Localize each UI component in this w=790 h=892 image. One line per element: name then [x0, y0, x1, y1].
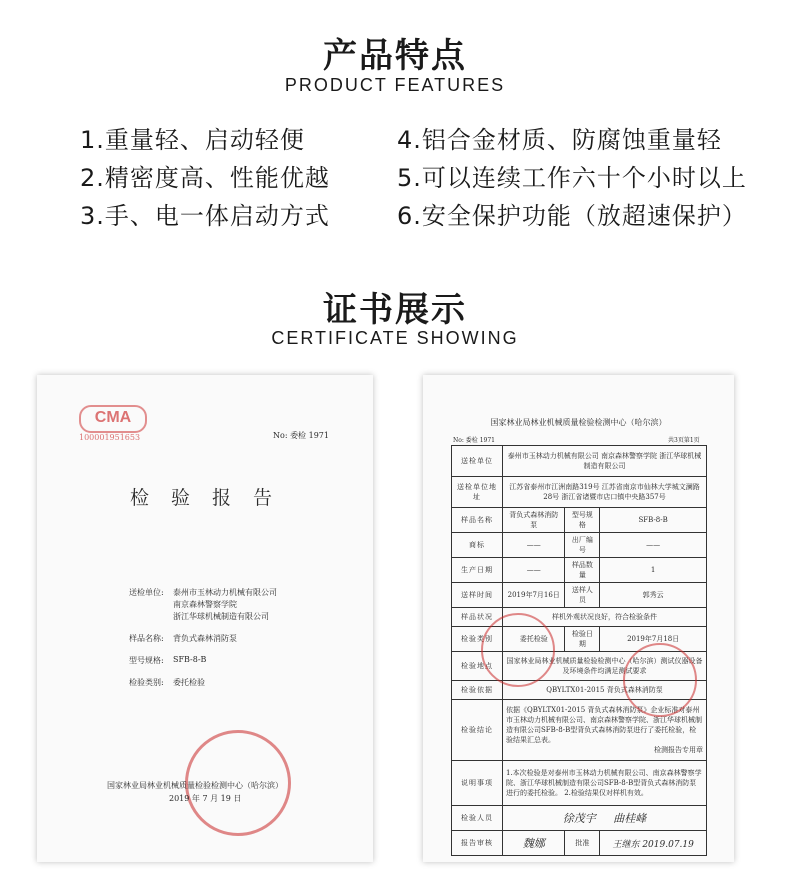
report-title: 检 验 报 告	[129, 487, 281, 509]
cma-code: 100001951653	[79, 433, 141, 442]
type-value: 委托检验	[173, 678, 205, 687]
table-row: 检验结论 依据《QBYLTX01-2015 背负式森林消防泵》企业标准对泰州市玉林动力机械有限公司、南京森林警察学院、浙江华球机械制造有限公司SFB-8-B型背负式森林消防泵进行了委托检验，检验结果汇总表。 检测报告专用章	[452, 700, 707, 761]
table-row: 送样时间 2019年7月16日 送样人员 郭秀云	[452, 583, 707, 608]
table-row: 检验类别 委托检验 检验日期 2019年7月18日	[452, 627, 707, 652]
issuing-org: 国家林业局林业机械质量检验检测中心（哈尔滨）	[107, 781, 283, 790]
feature-3: 3.手、电一体启动方式	[80, 202, 330, 230]
client-label: 送检单位:	[129, 588, 164, 597]
report-cover	[37, 375, 373, 862]
issue-date: 2019 年 7 月 19 日	[169, 794, 242, 803]
sample-value: 背负式森林消防泵	[173, 634, 237, 643]
feature-2: 2.精密度高、性能优越	[80, 164, 330, 192]
feature-5: 5.可以连续工作六十个小时以上	[397, 164, 747, 192]
sheet-page: 共3页第1页	[668, 437, 700, 444]
certificates-subtitle: CERTIFICATE SHOWING	[271, 328, 519, 348]
feature-6: 6.安全保护功能（放超速保护）	[397, 202, 747, 230]
table-row: 检验地点 国家林业局林业机械质量检验检测中心（哈尔滨）测试仪器设备及环境条件均满足测试要求	[452, 652, 707, 681]
sample-label: 样品名称:	[129, 634, 164, 643]
certificates-title: 证书展示	[323, 290, 467, 330]
table-row: 商标 —— 出厂编号 ——	[452, 533, 707, 558]
report-number: No: 委检 1971	[273, 431, 329, 440]
table-row: 生产日期 —— 样品数量 1	[452, 558, 707, 583]
client-2: 南京森林警察学院	[173, 600, 237, 609]
sheet-number: No: 委检 1971	[453, 437, 495, 444]
type-label: 检验类别:	[129, 678, 164, 687]
features-subtitle: PRODUCT FEATURES	[284, 75, 506, 95]
inspection-sheet	[423, 375, 734, 862]
feature-4: 4.铝合金材质、防腐蚀重量轻	[397, 126, 722, 154]
table-row: 样品名称 背负式森林消防泵 型号规格 SFB-8-B	[452, 508, 707, 533]
client-1: 泰州市玉林动力机械有限公司	[173, 588, 277, 597]
seal-conclusion	[623, 643, 697, 717]
features-title: 产品特点	[323, 36, 467, 76]
table-row: 送检单位 泰州市玉林动力机械有限公司 南京森林警察学院 浙江华球机械制造有限公司	[452, 446, 707, 477]
table-row: 报告审核 魏娜 批准 王继东 2019.07.19	[452, 831, 707, 856]
cma-logo: CMA	[79, 405, 147, 433]
table-row: 说明事项 1.本次检验是对泰州市玉林动力机械有限公司、南京森林警察学院、浙江华球机械制造有限公司SFB-8-B型背负式森林消防泵进行的委托检验。 2.检验结果仅对样机有效。	[452, 761, 707, 806]
table-row: 送检单位地址 江苏省泰州市江洲南路319号 江苏省南京市仙林大学城文澜路28号 浙江省诸暨市店口镇中央路357号	[452, 477, 707, 508]
model-label: 型号规格:	[129, 656, 164, 665]
feature-1: 1.重量轻、启动轻便	[80, 126, 305, 154]
model-value: SFB-8-B	[173, 655, 207, 664]
table-row: 样品状况 样机外观状况良好，符合检验条件	[452, 608, 707, 627]
sheet-header: 国家林业局林业机械质量检验检测中心（哈尔滨）	[490, 418, 667, 427]
client-3: 浙江华球机械制造有限公司	[173, 612, 269, 621]
table-row: 检验人员 徐茂宇 曲桂峰	[452, 806, 707, 831]
seal-place	[481, 613, 555, 687]
table-row: 检验依据 QBYLTX01-2015 背负式森林消防泵	[452, 681, 707, 700]
